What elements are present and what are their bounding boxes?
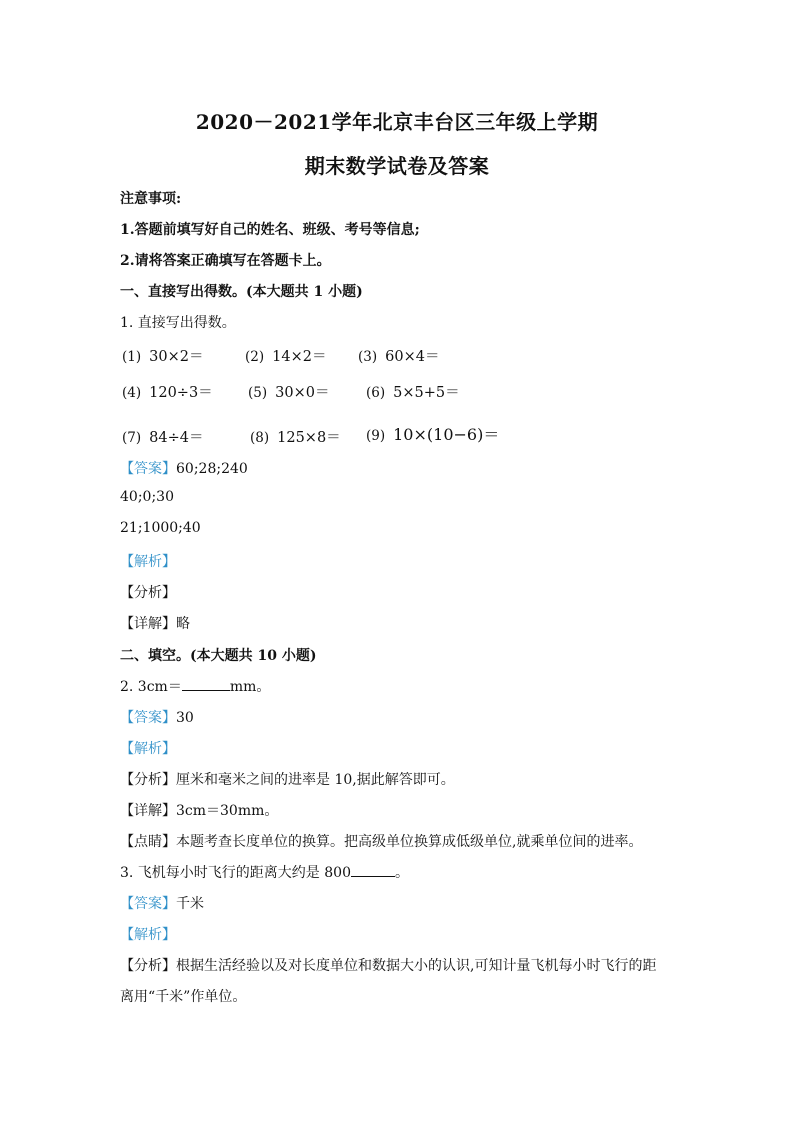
q1-answer <box>120 458 248 478</box>
notes-item-2: 2.请将答案正确填写在答题卡上。 <box>120 253 331 269</box>
detail-tag: 【详解】 <box>120 803 176 819</box>
calc-item-number: (7) <box>122 430 142 446</box>
q3-fenxi <box>120 955 656 975</box>
page-title-line1: 2020－2021学年北京丰台区三年级上学期 <box>195 110 599 134</box>
calc-item-number: (9) <box>366 428 386 444</box>
calc-item-expression: 125×8＝ <box>277 430 341 446</box>
answer-tag: 【答案】 <box>120 461 176 477</box>
q1-analysis-tag: 【解析】 <box>120 554 176 570</box>
calc-item-expression: 10×(10−6)＝ <box>393 425 500 444</box>
calc-item-6 <box>366 381 460 402</box>
q2-analysis-tag: 【解析】 <box>120 741 176 757</box>
detail-tag: 【详解】 <box>120 616 176 632</box>
calc-item-1 <box>122 345 203 366</box>
calc-item-3 <box>358 345 439 366</box>
section2-heading: 二、填空。(本大题共 10 小题) <box>120 648 317 664</box>
answer-text: 千米 <box>176 896 204 912</box>
q1-fenxi-tag: 【分析】 <box>120 585 176 601</box>
detail-text: 3cm＝30mm。 <box>176 803 279 819</box>
point-text: 本题考查长度单位的换算。把高级单位换算成低级单位,就乘单位间的进率。 <box>176 834 643 850</box>
calc-item-number: (3) <box>358 349 378 365</box>
q3-analysis-tag: 【解析】 <box>120 927 176 943</box>
calc-item-expression: 30×0＝ <box>275 385 330 401</box>
section1-heading: 一、直接写出得数。(本大题共 1 小题) <box>120 284 363 300</box>
point-tag: 【点睛】 <box>120 834 176 850</box>
answer-tag: 【答案】 <box>120 896 176 912</box>
q3-answer <box>120 893 204 913</box>
q2-answer <box>120 707 194 727</box>
calc-item-number: (5) <box>248 385 268 401</box>
answer-text: 30 <box>176 710 194 726</box>
calc-item-number: (8) <box>250 430 270 446</box>
calc-item-4 <box>122 381 213 402</box>
question-1-stem: 1. 直接写出得数。 <box>120 315 236 331</box>
calc-item-expression: 60×4＝ <box>385 349 440 365</box>
q3-fenxi-line-2: 离用“千米”作单位。 <box>120 989 247 1005</box>
calc-item-7 <box>122 426 203 447</box>
answer-text: 60;28;240 <box>176 461 248 477</box>
calc-item-expression: 30×2＝ <box>149 349 204 365</box>
calc-item-expression: 120÷3＝ <box>149 385 213 401</box>
calc-item-5 <box>248 381 329 402</box>
question-3-text-after: 。 <box>394 865 409 881</box>
page-title-line2: 期末数学试卷及答案 <box>304 154 490 178</box>
fenxi-text: 根据生活经验以及对长度单位和数据大小的认识,可知计量飞机每小时飞行的距 <box>176 958 657 974</box>
q2-detail <box>120 800 278 820</box>
detail-text: 略 <box>176 616 190 632</box>
answer-tag: 【答案】 <box>120 710 176 726</box>
calc-item-number: (4) <box>122 385 142 401</box>
calc-item-9 <box>366 422 499 445</box>
calc-item-expression: 5×5+5＝ <box>393 385 460 401</box>
q1-answer-line-2: 40;0;30 <box>120 489 174 505</box>
question-2-blank <box>182 678 230 691</box>
calc-item-2 <box>245 345 326 366</box>
calc-item-number: (6) <box>366 385 386 401</box>
fenxi-tag: 【分析】 <box>120 958 176 974</box>
q1-detail <box>120 613 190 633</box>
question-3 <box>120 862 409 882</box>
q2-point <box>120 831 642 851</box>
question-2-text-before: 2. 3cm＝ <box>120 679 182 695</box>
calc-item-number: (2) <box>245 349 265 365</box>
q1-answer-line-3: 21;1000;40 <box>120 520 201 536</box>
calc-item-expression: 14×2＝ <box>272 349 327 365</box>
fenxi-tag: 【分析】 <box>120 772 176 788</box>
notes-item-1: 1.答题前填写好自己的姓名、班级、考号等信息; <box>120 222 420 238</box>
calc-item-8 <box>250 426 341 447</box>
question-2 <box>120 676 270 696</box>
q2-fenxi <box>120 769 455 789</box>
fenxi-text: 厘米和毫米之间的进率是 10,据此解答即可。 <box>176 772 455 788</box>
question-3-text-before: 3. 飞机每小时飞行的距离大约是 800 <box>120 865 351 881</box>
question-2-text-after: mm。 <box>229 679 271 695</box>
notes-heading: 注意事项: <box>120 191 182 207</box>
calc-item-number: (1) <box>122 349 142 365</box>
calc-item-expression: 84÷4＝ <box>149 430 204 446</box>
question-3-blank <box>351 864 395 877</box>
